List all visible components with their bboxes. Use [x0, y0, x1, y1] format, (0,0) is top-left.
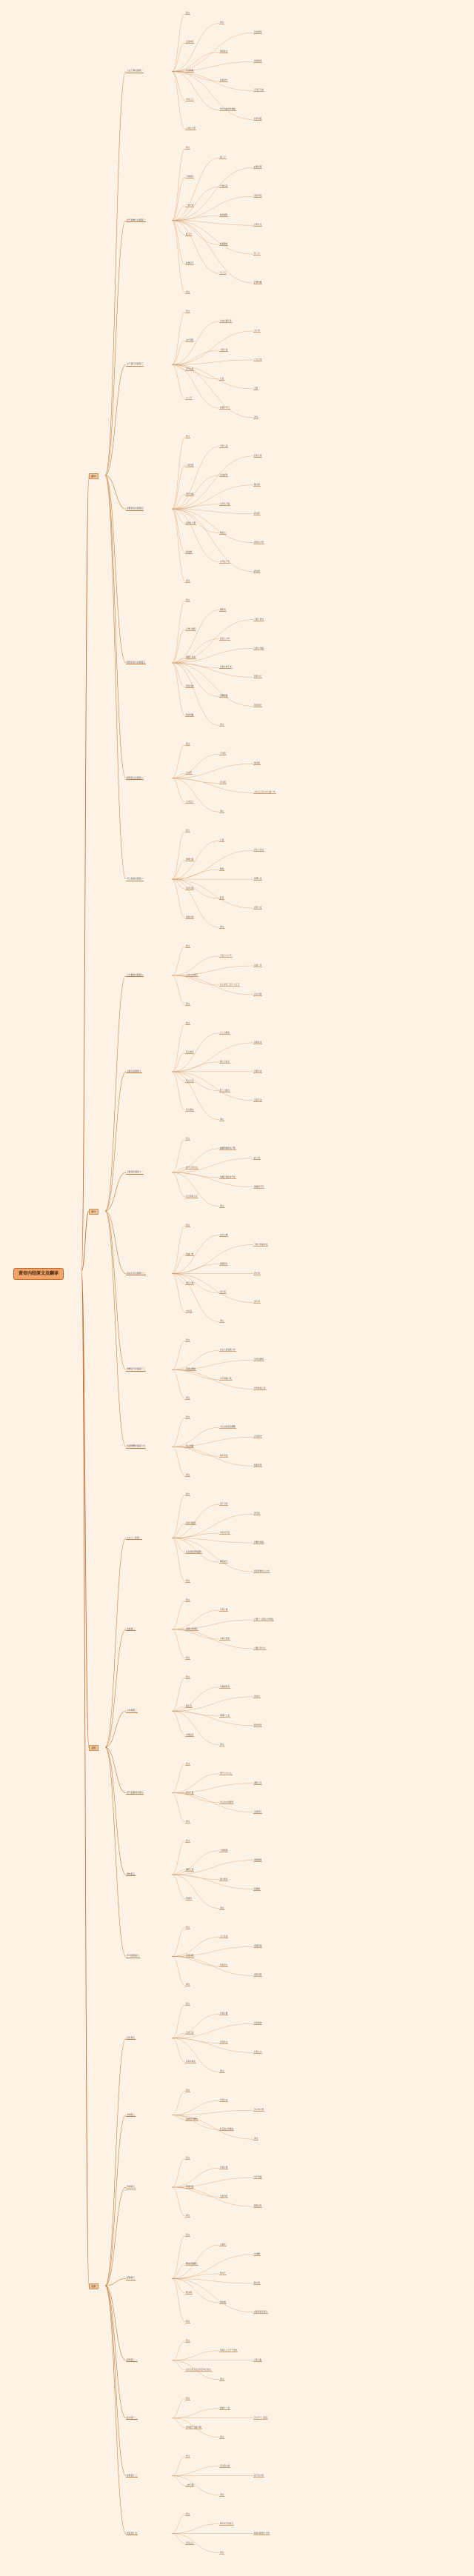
- leaf-node[interactable]: 脉度言经脉之长短: [254, 2532, 270, 2535]
- leaf-node[interactable]: 北风生于冬: [220, 560, 230, 563]
- leaf-node[interactable]: 长短大小: [254, 2051, 262, 2054]
- leaf-node[interactable]: 诸阳之会: [254, 1781, 262, 1784]
- leaf-node[interactable]: 毕于终始: [254, 2176, 262, 2179]
- leaf-node[interactable]: 天地之道也: [254, 618, 264, 621]
- leaf-node[interactable]: 译文: [186, 2320, 190, 2323]
- leaf-node[interactable]: 西方者: [254, 1272, 260, 1275]
- leaf-node[interactable]: 昔在黄帝: [254, 31, 262, 34]
- chapter-node[interactable]: 金匮真言论篇第四: [127, 507, 144, 510]
- leaf-node[interactable]: 五输之所留: [220, 1637, 230, 1640]
- leaf-node[interactable]: 脉为营: [254, 2281, 260, 2284]
- leaf-node[interactable]: 凡刺之法: [220, 2099, 228, 2102]
- leaf-node[interactable]: 原文: [186, 1137, 190, 1140]
- leaf-node[interactable]: 阴居以避暑: [186, 1368, 196, 1371]
- leaf-node[interactable]: 东风生于春: [220, 502, 230, 505]
- leaf-node[interactable]: 人以九九制会: [186, 973, 198, 976]
- leaf-node[interactable]: 原文: [186, 1599, 190, 1601]
- leaf-node[interactable]: 原文: [186, 1762, 190, 1765]
- leaf-node[interactable]: 相傅之官: [254, 878, 262, 881]
- leaf-node[interactable]: 南方者: [254, 1301, 260, 1304]
- leaf-node[interactable]: 病在肝: [254, 512, 260, 515]
- leaf-node[interactable]: 原文: [186, 743, 190, 746]
- chapter-node[interactable]: 五脏别论篇第十一: [127, 1170, 144, 1174]
- leaf-node[interactable]: 八风发邪: [186, 464, 194, 467]
- leaf-node[interactable]: 阴阳者: [220, 608, 226, 611]
- leaf-node[interactable]: 先成精: [254, 2252, 260, 2255]
- leaf-node[interactable]: 译文: [186, 1002, 190, 1005]
- leaf-node[interactable]: 中人也方乘虚时: [220, 1801, 234, 1803]
- leaf-node[interactable]: 鱼盐之地: [186, 1252, 194, 1255]
- leaf-node[interactable]: 译文: [186, 1820, 190, 1823]
- leaf-node[interactable]: 海滨傍水: [220, 1262, 228, 1265]
- leaf-node[interactable]: 原文: [186, 12, 190, 15]
- leaf-node[interactable]: 难入者: [186, 1704, 192, 1707]
- leaf-node[interactable]: 大小月三百六十日成一岁: [254, 791, 276, 794]
- leaf-node[interactable]: 易言也: [254, 1695, 260, 1698]
- leaf-node[interactable]: 血脉营气精神: [186, 2118, 198, 2121]
- leaf-node[interactable]: 生之本: [254, 329, 260, 332]
- leaf-node[interactable]: 君主之官也: [254, 849, 264, 852]
- leaf-node[interactable]: 稻米者完: [220, 1455, 228, 1458]
- leaf-node[interactable]: 人将失之耶: [186, 127, 196, 130]
- leaf-node[interactable]: 地为阴: [254, 762, 260, 765]
- leaf-node[interactable]: 而属有疾病: [254, 1541, 264, 1544]
- leaf-node[interactable]: 经有五风: [254, 454, 262, 457]
- leaf-node[interactable]: 必以稻米: [254, 1435, 262, 1438]
- leaf-node[interactable]: 足太阳之筋: [220, 2464, 230, 2467]
- leaf-node[interactable]: 有弱有强: [186, 1955, 194, 1958]
- leaf-node[interactable]: 守刺法也: [186, 1733, 194, 1736]
- leaf-node[interactable]: 译文: [186, 1397, 190, 1400]
- leaf-node[interactable]: 稻薪者坚: [254, 1464, 262, 1467]
- leaf-node[interactable]: 此谓容平: [186, 262, 194, 265]
- leaf-node[interactable]: 阴阳定矣: [254, 2205, 262, 2208]
- leaf-node[interactable]: 天地之间: [220, 348, 228, 351]
- leaf-node[interactable]: 广步于庭: [186, 204, 194, 207]
- leaf-node[interactable]: 日为阳: [186, 772, 192, 775]
- leaf-node[interactable]: 译文: [186, 579, 190, 582]
- leaf-node[interactable]: 原文: [186, 945, 190, 948]
- leaf-node[interactable]: 心之合脉也: [220, 1031, 230, 1034]
- leaf-node[interactable]: 脑髓骨脉胆女子胞: [220, 1147, 236, 1149]
- leaf-node[interactable]: 明知终始: [186, 2186, 194, 2189]
- leaf-node[interactable]: 西风生于秋: [254, 541, 264, 544]
- leaf-node[interactable]: 病在肺: [186, 550, 192, 553]
- leaf-node[interactable]: 而内属于五脏六腑: [186, 2426, 201, 2429]
- leaf-node[interactable]: 原文: [186, 2455, 190, 2457]
- leaf-node[interactable]: 皆藏于阴而象于地: [220, 1175, 236, 1178]
- leaf-node[interactable]: 原文: [186, 598, 190, 601]
- leaf-node[interactable]: 皆在于面: [186, 1791, 194, 1794]
- leaf-node[interactable]: 译文: [220, 1320, 224, 1323]
- leaf-node[interactable]: 译文: [220, 810, 224, 813]
- leaf-node[interactable]: 原文: [186, 1675, 190, 1678]
- leaf-node[interactable]: 粗守形者: [254, 1724, 262, 1726]
- leaf-node[interactable]: 筋为刚: [186, 2291, 192, 2294]
- chapter-node[interactable]: 九针十二原第一: [127, 1535, 141, 1539]
- leaf-node[interactable]: 阴阳之道: [186, 1868, 194, 1871]
- leaf-node[interactable]: 六合之内: [254, 358, 262, 361]
- chapter-node[interactable]: 邪气脏腑病形第四: [127, 1790, 144, 1794]
- leaf-node[interactable]: 病在肾: [254, 570, 260, 573]
- leaf-node[interactable]: 寒暖相移: [254, 1858, 262, 1861]
- leaf-node[interactable]: 译文: [186, 1983, 190, 1986]
- leaf-node[interactable]: 时世异耶: [254, 118, 262, 121]
- chapter-node[interactable]: 骨度第十四: [127, 2531, 137, 2535]
- leaf-node[interactable]: 长而敦敏: [186, 70, 194, 73]
- leaf-node[interactable]: 名曰奇恒之府: [186, 1195, 198, 1198]
- leaf-node[interactable]: 原文: [186, 1021, 190, 1024]
- leaf-node[interactable]: 炊之稻薪: [186, 1445, 194, 1448]
- chapter-node[interactable]: 汤液醪醴论篇第十四: [127, 1444, 146, 1448]
- leaf-node[interactable]: 故藏而不泻: [254, 1185, 264, 1188]
- leaf-node[interactable]: 夏三月: [186, 233, 192, 236]
- leaf-node[interactable]: 肺之合皮也: [220, 1060, 230, 1063]
- leaf-node[interactable]: 以应五音五色五时五味五位也: [186, 2368, 211, 2371]
- leaf-node[interactable]: 原文: [186, 1926, 190, 1929]
- leaf-node[interactable]: 凡刺之道: [220, 1608, 228, 1611]
- chapter-node[interactable]: 五脏生成篇第十: [127, 1069, 141, 1072]
- leaf-node[interactable]: 上结于踝: [186, 2483, 194, 2486]
- leaf-node[interactable]: 万物之纲纪: [186, 627, 196, 630]
- leaf-node[interactable]: 难著于人也: [220, 1714, 230, 1717]
- leaf-node[interactable]: 病在心: [220, 531, 226, 534]
- chapter-node[interactable]: 经脉第十: [127, 2276, 136, 2280]
- leaf-node[interactable]: 有阴有阳: [254, 1974, 262, 1977]
- leaf-node[interactable]: 夜卧早起: [254, 195, 262, 198]
- leaf-node[interactable]: 成而登天: [220, 79, 228, 82]
- leaf-node[interactable]: 欲以微针通其经脉: [186, 1551, 201, 1554]
- leaf-node[interactable]: 天为阳: [220, 753, 226, 755]
- leaf-node[interactable]: 外无伸宦之形: [254, 1387, 266, 1390]
- leaf-node[interactable]: 外合于十二经水: [254, 2416, 268, 2419]
- leaf-node[interactable]: 此谓闭藏: [254, 281, 262, 284]
- leaf-node[interactable]: 其气九州: [186, 367, 194, 370]
- chapter-node[interactable]: 根结第五: [127, 1872, 136, 1876]
- chapter-node[interactable]: 移精变气论篇第十三: [127, 1367, 146, 1371]
- leaf-node[interactable]: 原文: [186, 830, 190, 832]
- leaf-node[interactable]: 中央者: [186, 1310, 192, 1313]
- leaf-node[interactable]: 译文: [220, 2493, 224, 2496]
- leaf-node[interactable]: 动作以避寒: [254, 1358, 264, 1361]
- leaf-node[interactable]: 东方之域: [220, 1233, 228, 1236]
- leaf-node[interactable]: 秋三月: [254, 253, 260, 256]
- root-topic[interactable]: 黄帝内经原文及翻译: [13, 1268, 64, 1280]
- leaf-node[interactable]: 译文: [220, 2435, 224, 2438]
- leaf-node[interactable]: 其荣色也: [254, 1041, 262, 1044]
- leaf-node[interactable]: 弱而能言: [220, 50, 228, 53]
- chapter-node[interactable]: 本输第二: [127, 1626, 136, 1630]
- leaf-node[interactable]: 皮肤坚而毛发长: [254, 2310, 268, 2313]
- leaf-node[interactable]: 必通十二经络之所终始: [254, 1618, 273, 1621]
- leaf-node[interactable]: 此谓发陈: [254, 166, 262, 169]
- part-node[interactable]: 灵枢: [89, 1745, 99, 1751]
- leaf-node[interactable]: 治病必求于本: [220, 666, 232, 669]
- leaf-node[interactable]: 译文: [220, 724, 224, 727]
- leaf-node[interactable]: 邪气之中人也: [220, 1772, 232, 1775]
- leaf-node[interactable]: 络脉之所别处: [186, 1627, 198, 1630]
- leaf-node[interactable]: 冬三月: [220, 272, 226, 275]
- chapter-node[interactable]: 本神第八: [127, 2112, 136, 2116]
- chapter-node[interactable]: 四气调神大论篇第二: [127, 218, 146, 221]
- chapter-node[interactable]: 终始第九: [127, 2185, 136, 2189]
- leaf-node[interactable]: 译文: [186, 291, 190, 294]
- leaf-node[interactable]: 精成而脑髓生: [186, 2262, 198, 2265]
- leaf-node[interactable]: 内无眷慕之累: [220, 1378, 232, 1381]
- leaf-node[interactable]: 以使志生: [254, 224, 262, 227]
- leaf-node[interactable]: 原文: [186, 2089, 190, 2092]
- part-node[interactable]: 灵枢: [89, 2283, 99, 2289]
- leaf-node[interactable]: 官针最妙: [254, 2022, 262, 2025]
- leaf-node[interactable]: 人之生也: [220, 1935, 228, 1938]
- leaf-node[interactable]: 余子万民: [220, 1503, 228, 1506]
- leaf-node[interactable]: 有刚有柔: [254, 1945, 262, 1948]
- leaf-node[interactable]: 以成一岁: [254, 964, 262, 967]
- leaf-node[interactable]: 其主肺也: [186, 1108, 194, 1111]
- leaf-node[interactable]: 年半百而动作皆衰: [220, 108, 236, 111]
- leaf-node[interactable]: 人亦应之: [186, 801, 194, 804]
- leaf-node[interactable]: 治节出焉: [186, 887, 194, 890]
- leaf-node[interactable]: 九窍: [220, 377, 224, 380]
- leaf-node[interactable]: 译文: [254, 416, 258, 418]
- leaf-node[interactable]: 此谓蕃秀: [220, 243, 228, 246]
- leaf-node[interactable]: 译文: [186, 1580, 190, 1583]
- leaf-node[interactable]: 春三月: [220, 156, 226, 159]
- leaf-node[interactable]: 变化之父母: [220, 637, 230, 640]
- leaf-node[interactable]: 肉为墙: [220, 2300, 226, 2303]
- leaf-node[interactable]: 积阴为地: [186, 685, 194, 688]
- leaf-node[interactable]: 本于阴阳: [186, 338, 194, 341]
- leaf-node[interactable]: 月为阴: [220, 781, 226, 784]
- leaf-node[interactable]: 孰少孰多: [220, 1878, 228, 1881]
- leaf-node[interactable]: 人始生: [220, 2243, 226, 2246]
- leaf-node[interactable]: 原文: [186, 2003, 190, 2006]
- leaf-node[interactable]: 天地相感: [220, 1849, 228, 1852]
- leaf-node[interactable]: 凡刺之道: [220, 2166, 228, 2169]
- leaf-node[interactable]: 南风生于夏: [186, 521, 196, 524]
- chapter-node[interactable]: 六节藏象论篇第九: [127, 972, 144, 976]
- leaf-node[interactable]: 原文: [186, 2157, 190, 2160]
- leaf-node[interactable]: 译文: [186, 1474, 190, 1477]
- leaf-node[interactable]: 余哀其不给: [220, 1532, 230, 1535]
- leaf-node[interactable]: 生杀之本始: [254, 647, 264, 650]
- leaf-node[interactable]: 肺者: [220, 868, 224, 871]
- chapter-node[interactable]: 官针第七: [127, 2035, 136, 2039]
- leaf-node[interactable]: 骨为干: [220, 2272, 226, 2275]
- leaf-node[interactable]: 九针之宜: [186, 2032, 194, 2035]
- leaf-node[interactable]: 此五脏之所藏也: [220, 2128, 234, 2131]
- chapter-node[interactable]: 寿夭刚柔第六: [127, 1954, 139, 1958]
- leaf-node[interactable]: 天有八风: [220, 444, 228, 447]
- leaf-node[interactable]: 内有五脏: [254, 2358, 262, 2361]
- leaf-node[interactable]: 神明之府也: [186, 656, 196, 659]
- leaf-node[interactable]: 有短有长: [220, 1964, 228, 1967]
- leaf-node[interactable]: 黄帝问于伯高曰: [220, 2522, 234, 2525]
- leaf-node[interactable]: 译文: [220, 21, 224, 24]
- leaf-node[interactable]: 地气之所生也: [186, 1166, 198, 1169]
- chapter-node[interactable]: 阴阳离合论篇第六: [127, 775, 144, 779]
- leaf-node[interactable]: 阳道奇: [186, 1897, 192, 1900]
- leaf-node[interactable]: 其主肾也: [186, 1050, 194, 1053]
- leaf-node[interactable]: 译文: [186, 1656, 190, 1659]
- leaf-node[interactable]: 十二节: [186, 396, 192, 399]
- leaf-node[interactable]: 译文: [220, 926, 224, 929]
- leaf-node[interactable]: 触五脏: [254, 483, 260, 486]
- leaf-node[interactable]: 原文: [186, 1839, 190, 1842]
- chapter-node[interactable]: 小针解第三: [127, 1709, 137, 1712]
- leaf-node[interactable]: 五脏为纪: [220, 2195, 228, 2198]
- leaf-node[interactable]: 六腑之所与合: [254, 1646, 266, 1649]
- leaf-node[interactable]: 此六者: [254, 1156, 260, 1159]
- leaf-node[interactable]: 神明出焉: [186, 858, 194, 861]
- leaf-node[interactable]: 其荣毛也: [254, 1070, 262, 1072]
- leaf-node[interactable]: 心者: [220, 839, 224, 842]
- leaf-node[interactable]: 原文: [186, 2512, 190, 2515]
- leaf-node[interactable]: 译文: [220, 1743, 224, 1746]
- leaf-node[interactable]: 阴道偶: [254, 1887, 260, 1890]
- leaf-node[interactable]: 译文: [220, 2551, 224, 2554]
- leaf-node[interactable]: 生而神灵: [186, 41, 194, 44]
- leaf-node[interactable]: 译文: [220, 2070, 224, 2073]
- leaf-node[interactable]: 天地俱生: [186, 176, 194, 178]
- leaf-node[interactable]: 译文: [220, 1118, 224, 1121]
- leaf-node[interactable]: 被发缓形: [220, 214, 228, 217]
- leaf-node[interactable]: 译文: [254, 2138, 258, 2140]
- leaf-node[interactable]: 谋虑出焉: [186, 916, 194, 919]
- leaf-node[interactable]: 各有所为: [220, 2041, 228, 2044]
- leaf-node[interactable]: 营其逆顺出入之会: [254, 1570, 270, 1573]
- part-node[interactable]: 素问: [89, 473, 99, 479]
- leaf-node[interactable]: 译文: [220, 1204, 224, 1207]
- leaf-node[interactable]: 乃问于天师: [254, 89, 264, 92]
- leaf-node[interactable]: 何以立之: [186, 2541, 194, 2544]
- leaf-node[interactable]: 所谓易陈者: [220, 1685, 230, 1688]
- leaf-node[interactable]: 肝之合筋也: [220, 1089, 230, 1092]
- leaf-node[interactable]: 万物以荣: [220, 185, 228, 188]
- leaf-node[interactable]: 北方者: [220, 1291, 226, 1294]
- chapter-node[interactable]: 经筋第十三: [127, 2473, 137, 2477]
- chapter-node[interactable]: 阴阳应象大论篇第五: [127, 660, 146, 664]
- leaf-node[interactable]: 原文: [186, 2397, 190, 2400]
- leaf-node[interactable]: 译文: [220, 1906, 224, 1909]
- chapter-node[interactable]: 生气通天论篇第三: [127, 362, 144, 366]
- leaf-node[interactable]: 原文: [186, 1493, 190, 1496]
- part-node[interactable]: 素问: [89, 1209, 99, 1215]
- leaf-node[interactable]: 肝者: [220, 897, 224, 900]
- chapter-node[interactable]: 上古天真论篇第一: [127, 69, 144, 73]
- leaf-node[interactable]: 皆通乎天气: [220, 406, 230, 409]
- leaf-node[interactable]: 原文: [186, 2339, 190, 2342]
- leaf-node[interactable]: 原文: [186, 1416, 190, 1419]
- leaf-node[interactable]: 阴静阳躁: [220, 695, 228, 698]
- leaf-node[interactable]: 金玉之域: [186, 1281, 194, 1284]
- leaf-node[interactable]: 以为天地: [254, 992, 262, 995]
- leaf-node[interactable]: 原文: [186, 147, 190, 150]
- leaf-node[interactable]: 往古人居禽兽之间: [220, 1349, 236, 1352]
- leaf-node[interactable]: 邪气发病: [186, 493, 194, 495]
- leaf-node[interactable]: 译文: [220, 2378, 224, 2380]
- leaf-node[interactable]: 调其血气: [220, 1561, 228, 1564]
- leaf-node[interactable]: 经脉十二者: [220, 2406, 230, 2409]
- leaf-node[interactable]: 原文: [186, 435, 190, 438]
- leaf-node[interactable]: 天以六六之节: [220, 955, 232, 958]
- leaf-node[interactable]: 原文: [186, 310, 190, 313]
- leaf-node[interactable]: 为五谷汤液及醪醴: [220, 1426, 236, 1429]
- leaf-node[interactable]: 幼而徇齐: [254, 60, 262, 63]
- leaf-node[interactable]: 积阳为天: [254, 675, 262, 678]
- leaf-node[interactable]: 译文: [186, 2215, 190, 2218]
- leaf-node[interactable]: 余闻人之合于天道也: [220, 2349, 238, 2352]
- leaf-node[interactable]: 其主心也: [186, 1079, 194, 1082]
- leaf-node[interactable]: 而收其租税: [186, 1522, 196, 1525]
- leaf-node[interactable]: 天地之所始生也: [254, 1243, 268, 1246]
- chapter-node[interactable]: 灵兰秘典论篇第八: [127, 877, 144, 881]
- leaf-node[interactable]: 今时之人: [186, 99, 194, 101]
- leaf-node[interactable]: 其荣爪也: [254, 1098, 262, 1101]
- chapter-node[interactable]: 经别第十一: [127, 2358, 137, 2361]
- chapter-node[interactable]: 经水第十二: [127, 2415, 137, 2419]
- leaf-node[interactable]: 阳杀阴藏: [186, 714, 194, 717]
- leaf-node[interactable]: 各有所施也: [186, 2061, 196, 2063]
- leaf-node[interactable]: 夫自古通天者: [220, 320, 232, 322]
- leaf-node[interactable]: 及新用力: [254, 1810, 262, 1813]
- leaf-node[interactable]: 计人亦有三百六十五节: [220, 983, 239, 986]
- leaf-node[interactable]: 养百姓: [254, 1512, 260, 1515]
- chapter-node[interactable]: 异法方宜论篇第十二: [127, 1271, 146, 1275]
- leaf-node[interactable]: 起于足小指: [254, 2474, 264, 2477]
- leaf-node[interactable]: 以为经风: [220, 473, 228, 476]
- leaf-node[interactable]: 五脏: [254, 387, 258, 390]
- leaf-node[interactable]: 阳生阴长: [254, 704, 262, 707]
- leaf-node[interactable]: 凡刺之要: [220, 2012, 228, 2015]
- leaf-node[interactable]: 原文: [186, 1339, 190, 1342]
- leaf-node[interactable]: 原文: [186, 2234, 190, 2237]
- leaf-node[interactable]: 将军之官: [254, 907, 262, 910]
- leaf-node[interactable]: 原文: [186, 1224, 190, 1227]
- leaf-node[interactable]: 先必本于神: [254, 2109, 264, 2112]
